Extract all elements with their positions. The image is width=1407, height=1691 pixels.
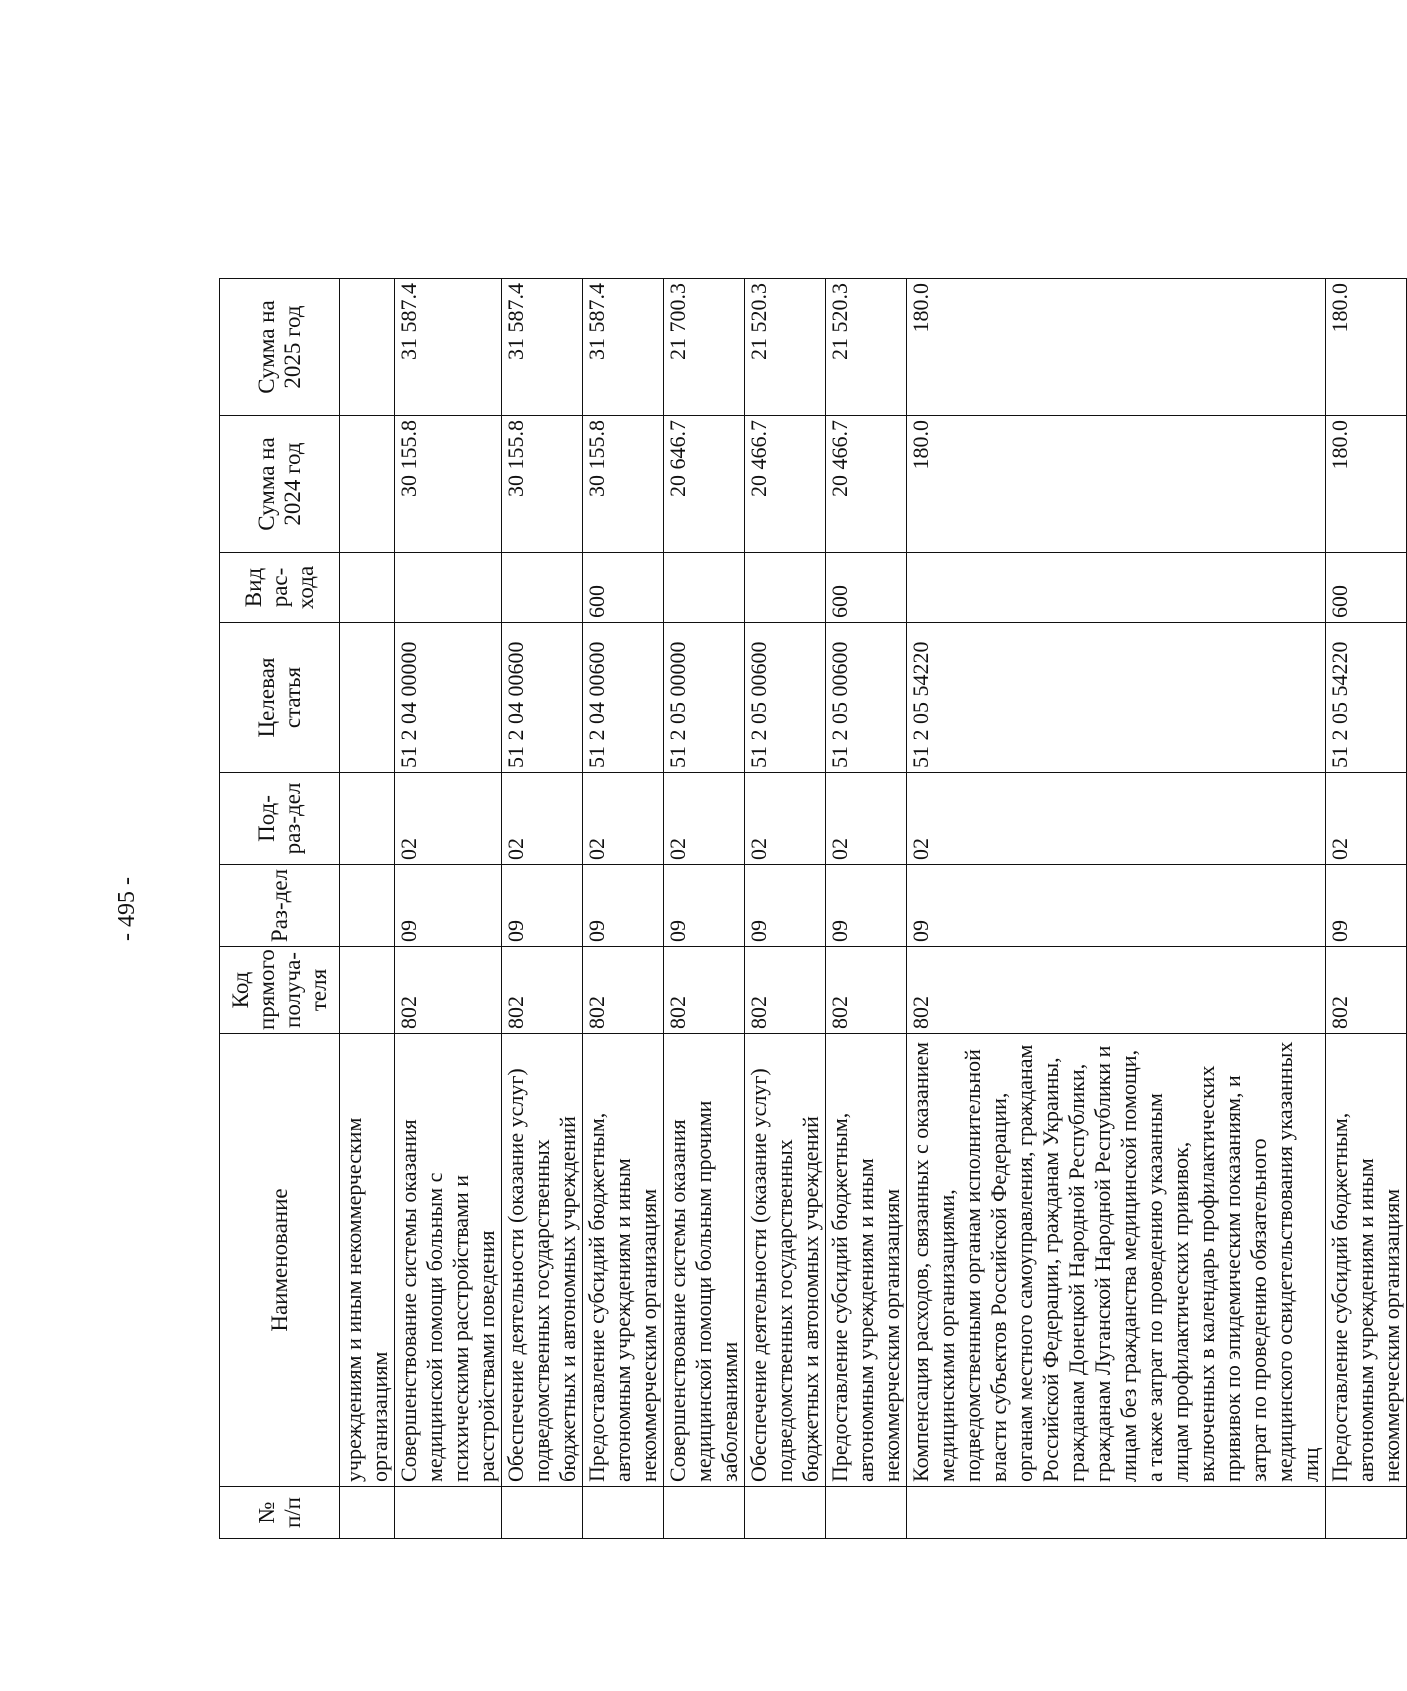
table-row <box>395 279 502 1539</box>
table-row <box>1326 279 1407 1539</box>
table-row <box>502 279 583 1539</box>
budget-table <box>219 278 1407 1539</box>
article-cell: 51 2 04 00000 <box>395 623 502 773</box>
sum-2025-cell: 31 587.4 <box>395 279 502 416</box>
num-cell <box>340 1487 395 1539</box>
article-cell: 51 2 05 00000 <box>664 623 745 773</box>
section-cell: 09 <box>395 865 502 947</box>
num-cell <box>745 1487 826 1539</box>
expense-type-cell <box>745 553 826 623</box>
expense-type-cell <box>664 553 745 623</box>
rotated-page <box>107 279 1404 1539</box>
code-cell: 802 <box>664 947 745 1034</box>
sum-2025-cell <box>340 279 395 416</box>
table-row <box>745 279 826 1539</box>
subsection-cell: 02 <box>664 773 745 865</box>
sum-2024-cell: 30 155.8 <box>583 416 664 553</box>
subsection-cell: 02 <box>826 773 907 865</box>
subsection-cell <box>340 773 395 865</box>
table-row <box>664 279 745 1539</box>
article-cell: 51 2 05 54220 <box>907 623 1326 773</box>
table-row <box>907 279 1326 1539</box>
sum-2025-cell: 180.0 <box>1326 279 1407 416</box>
sum-2025-cell: 180.0 <box>907 279 1326 416</box>
code-cell: 802 <box>907 947 1326 1034</box>
section-cell: 09 <box>826 865 907 947</box>
code-cell: 802 <box>395 947 502 1034</box>
sum-2024-cell: 180.0 <box>907 416 1326 553</box>
sum-2024-cell: 30 155.8 <box>502 416 583 553</box>
subsection-cell: 02 <box>583 773 664 865</box>
subsection-cell: 02 <box>1326 773 1407 865</box>
section-cell: 09 <box>664 865 745 947</box>
sum-2025-cell: 21 520.3 <box>745 279 826 416</box>
article-cell: 51 2 05 00600 <box>826 623 907 773</box>
name-cell: Обеспечение деятельности (оказание услуг) подведомственных государственных бюджетных и автономных учреждений <box>745 1034 826 1487</box>
code-cell <box>340 947 395 1034</box>
header-subsection: Под-раз-дел <box>220 773 340 865</box>
code-cell: 802 <box>826 947 907 1034</box>
expense-type-cell: 600 <box>826 553 907 623</box>
subsection-cell: 02 <box>395 773 502 865</box>
sum-2024-cell: 20 646.7 <box>664 416 745 553</box>
section-cell: 09 <box>745 865 826 947</box>
sum-2024-cell: 20 466.7 <box>745 416 826 553</box>
header-name: Наименование <box>220 1034 340 1487</box>
header-article: Целевая статья <box>220 623 340 773</box>
header-sum-2025: Сумма на 2025 год <box>220 279 340 416</box>
page-number: - 495 - <box>114 877 140 941</box>
article-cell: 51 2 04 00600 <box>502 623 583 773</box>
article-cell: 51 2 05 00600 <box>745 623 826 773</box>
expense-type-cell <box>395 553 502 623</box>
name-cell: Обеспечение деятельности (оказание услуг) подведомственных государственных бюджетных и автономных учреждений <box>502 1034 583 1487</box>
section-cell: 09 <box>502 865 583 947</box>
code-cell: 802 <box>1326 947 1407 1034</box>
sum-2024-cell: 20 466.7 <box>826 416 907 553</box>
code-cell: 802 <box>745 947 826 1034</box>
code-cell: 802 <box>583 947 664 1034</box>
table-body <box>340 279 1407 1539</box>
sum-2024-cell: 180.0 <box>1326 416 1407 553</box>
name-cell: Предоставление субсидий бюджетным, автономным учреждениям и иным некоммерческим организациям <box>583 1034 664 1487</box>
table-row <box>583 279 664 1539</box>
code-cell: 802 <box>502 947 583 1034</box>
sum-2025-cell: 21 520.3 <box>826 279 907 416</box>
expense-type-cell: 600 <box>1326 553 1407 623</box>
article-cell <box>340 623 395 773</box>
num-cell <box>664 1487 745 1539</box>
num-cell <box>502 1487 583 1539</box>
num-cell <box>395 1487 502 1539</box>
section-cell <box>340 865 395 947</box>
subsection-cell: 02 <box>907 773 1326 865</box>
header-code: Код прямого получа-теля <box>220 947 340 1034</box>
header-num: № п/п <box>220 1487 340 1539</box>
subsection-cell: 02 <box>745 773 826 865</box>
name-cell: Совершенствование системы оказания медицинской помощи больным с психическими расстройствами и расстройствами поведения <box>395 1034 502 1487</box>
header-section: Раз-дел <box>220 865 340 947</box>
num-cell <box>907 1487 1326 1539</box>
section-cell: 09 <box>1326 865 1407 947</box>
name-cell: Компенсация расходов, связанных с оказанием медицинскими организациями, подведомственными органам исполнительной власти субъектов Российской Федерации, органам местного самоуправления, гражданам Российской Федерации, гражданам Украины, гражданам Донецкой Народной Республики, гражданам Луганской Народной Республики и лицам без гражданства медицинской помощи, а также затрат по проведению указанным лицам профилактических прививок, включенных в календарь профилактических прививок по эпидемическим показаниям, и затрат по проведению обязательного медицинского освидетельствования указанных лиц <box>907 1034 1326 1487</box>
expense-type-cell: 600 <box>583 553 664 623</box>
expense-type-cell <box>907 553 1326 623</box>
section-cell: 09 <box>583 865 664 947</box>
num-cell <box>826 1487 907 1539</box>
num-cell <box>583 1487 664 1539</box>
num-cell <box>1326 1487 1407 1539</box>
sum-2024-cell <box>340 416 395 553</box>
name-cell: Предоставление субсидий бюджетным, автономным учреждениям и иным некоммерческим организациям <box>1326 1034 1407 1487</box>
table-row <box>340 279 395 1539</box>
section-cell: 09 <box>907 865 1326 947</box>
sum-2025-cell: 21 700.3 <box>664 279 745 416</box>
name-cell: Предоставление субсидий бюджетным, автономным учреждениям и иным некоммерческим организациям <box>826 1034 907 1487</box>
expense-type-cell <box>502 553 583 623</box>
name-cell: Совершенствование системы оказания медицинской помощи больным прочими заболеваниями <box>664 1034 745 1487</box>
table-header-row <box>220 279 340 1539</box>
subsection-cell: 02 <box>502 773 583 865</box>
header-sum-2024: Сумма на 2024 год <box>220 416 340 553</box>
article-cell: 51 2 04 00600 <box>583 623 664 773</box>
article-cell: 51 2 05 54220 <box>1326 623 1407 773</box>
expense-type-cell <box>340 553 395 623</box>
name-cell: учреждениям и иным некоммерческим организациям <box>340 1034 395 1487</box>
sum-2024-cell: 30 155.8 <box>395 416 502 553</box>
header-expense-type: Вид рас-хода <box>220 553 340 623</box>
sum-2025-cell: 31 587.4 <box>583 279 664 416</box>
sum-2025-cell: 31 587.4 <box>502 279 583 416</box>
table-row <box>826 279 907 1539</box>
